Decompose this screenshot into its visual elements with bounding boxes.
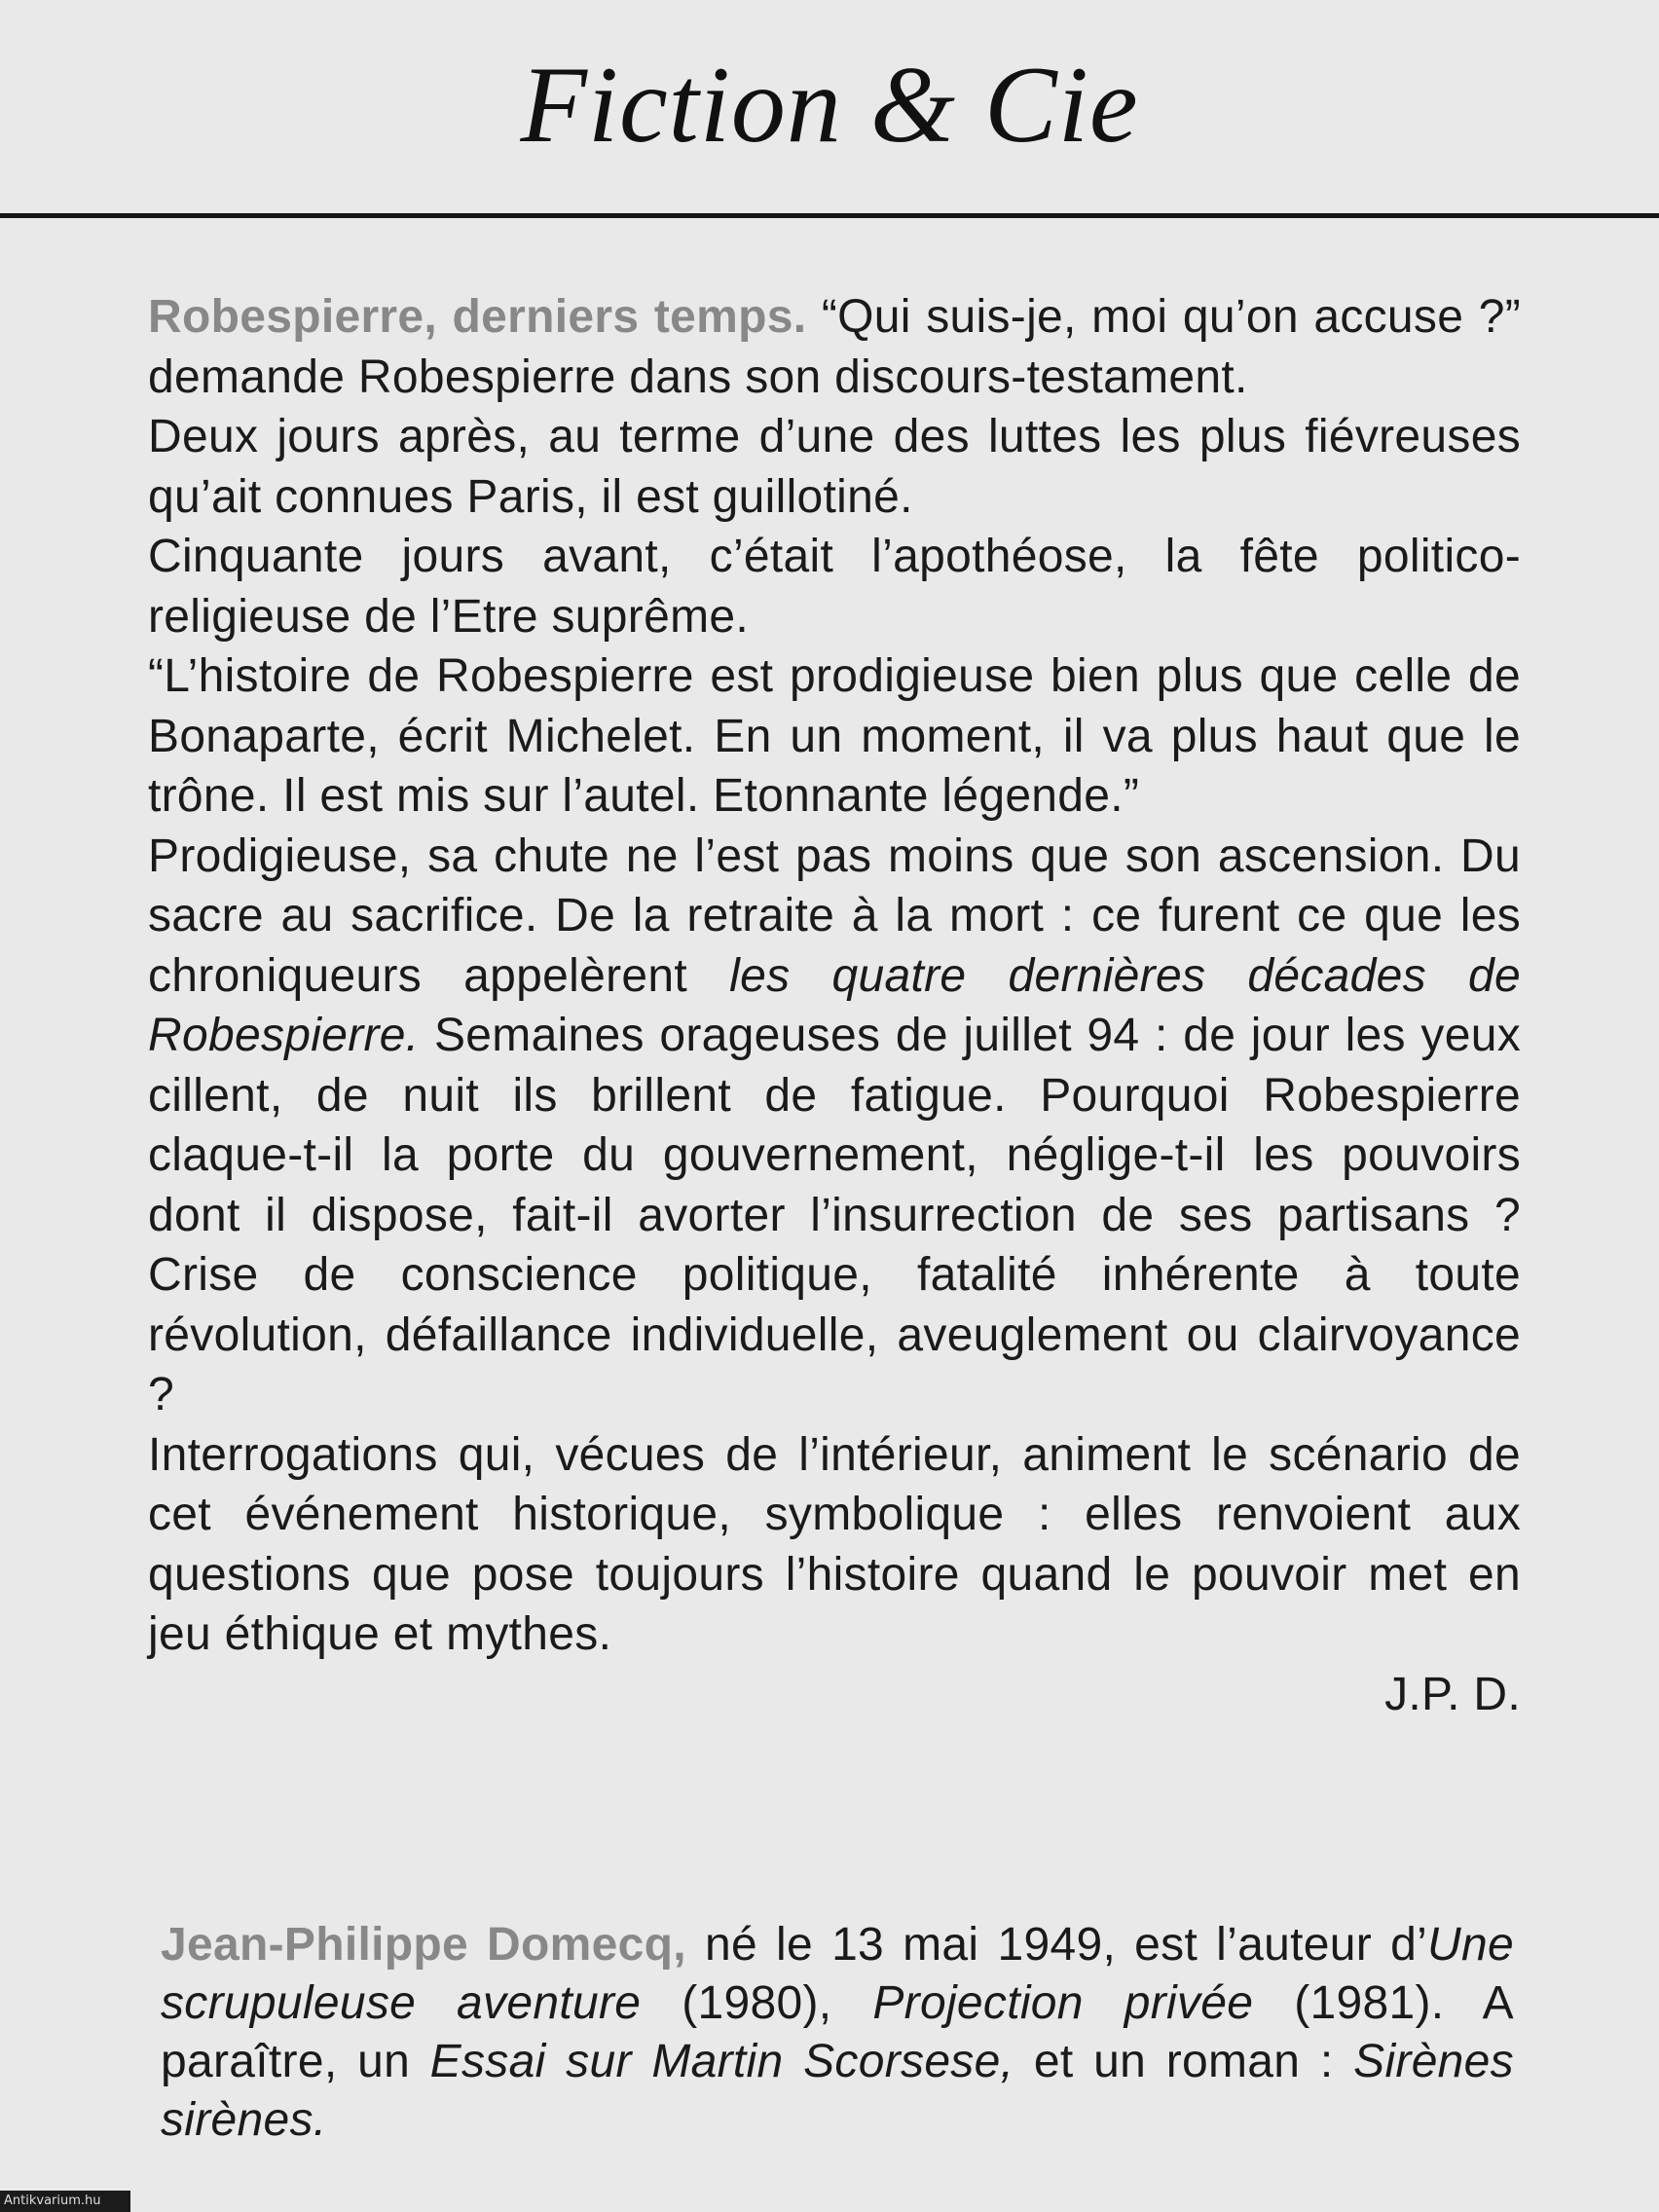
bio-title-1: Une scrupuleuse aventure <box>161 1919 1515 2029</box>
watermark: Antikvarium.hu <box>0 2191 130 2212</box>
article-lead: Robespierre, derniers temps. <box>148 291 807 343</box>
bio-text-3: (1981). A paraître, un <box>161 1977 1514 2087</box>
paragraph-2: Deux jours après, au terme d’une des luttes les plus fiévreuses qu’ait connues Paris, il est guillotiné. <box>148 411 1521 523</box>
paragraph-5 <box>148 827 1521 1425</box>
bio-text-4: et un roman : <box>1014 2036 1354 2087</box>
paragraph-1-text: “Qui suis-je, moi qu’on accuse ?” demande Robespierre dans son discours-testament. <box>148 291 1521 403</box>
bio-text-2: (1980), <box>641 1977 873 2029</box>
paragraph-1 <box>148 287 1521 407</box>
paragraph-3: Cinquante jours avant, c’était l’apothéose, la fête politico-religieuse de l’Etre suprême. <box>148 531 1521 643</box>
bio-text-1: né le 13 mai 1949, est l’auteur d’ <box>685 1919 1428 1971</box>
signature: J.P. D. <box>1384 1668 1521 1720</box>
article-body <box>148 287 1521 1724</box>
author-bio <box>161 1916 1514 2150</box>
bio-title-3: Essai sur Martin Scorsese, <box>429 2036 1014 2087</box>
paragraph-5-text-b: Semaines orageuses de juillet 94 : de jour les yeux cillent, de nuit ils brillent de fatigue. Pourquoi Robespierre claque-t-il la porte du gouvernement, néglige-t-il les pouvoirs dont il dispose, fait-il avorter l’insurrection de ses partisans ? Crise de conscience politique, fatalité inhérente à toute révolution, défaillance individuelle, aveuglement ou clairvoyance ? <box>148 1010 1521 1420</box>
bio-title-2: Projection privée <box>872 1977 1254 2029</box>
paragraph-6: Interrogations qui, vécues de l’intérieur, animent le scénario de cet événement historique, symbolique : elles renvoient aux questions que pose toujours l’histoire quand le pouvoir met en jeu éthique et mythes. <box>148 1428 1521 1660</box>
bio-title-4: Sirènes sirènes. <box>161 2036 1514 2146</box>
paragraph-4: “L’histoire de Robespierre est prodigieuse bien plus que celle de Bonaparte, écrit Michelet. En un moment, il va plus haut que le trône. Il est mis sur l’autel. Etonnante légende.” <box>148 650 1521 822</box>
paragraph-5-text-a: Prodigieuse, sa chute ne l’est pas moins que son ascension. Du sacre au sacrifice. De la retraite à la mort : ce furent ce que les chroniqueurs appelèrent <box>148 830 1521 1002</box>
paragraph-5-italic: les quatre dernières décades de Robespierre. <box>148 949 1521 1061</box>
author-name: Jean-Philippe Domecq, <box>161 1919 686 1971</box>
header-rule <box>0 213 1659 218</box>
series-title: Fiction & Cie <box>520 45 1139 166</box>
bio-paragraph <box>161 1916 1514 2150</box>
